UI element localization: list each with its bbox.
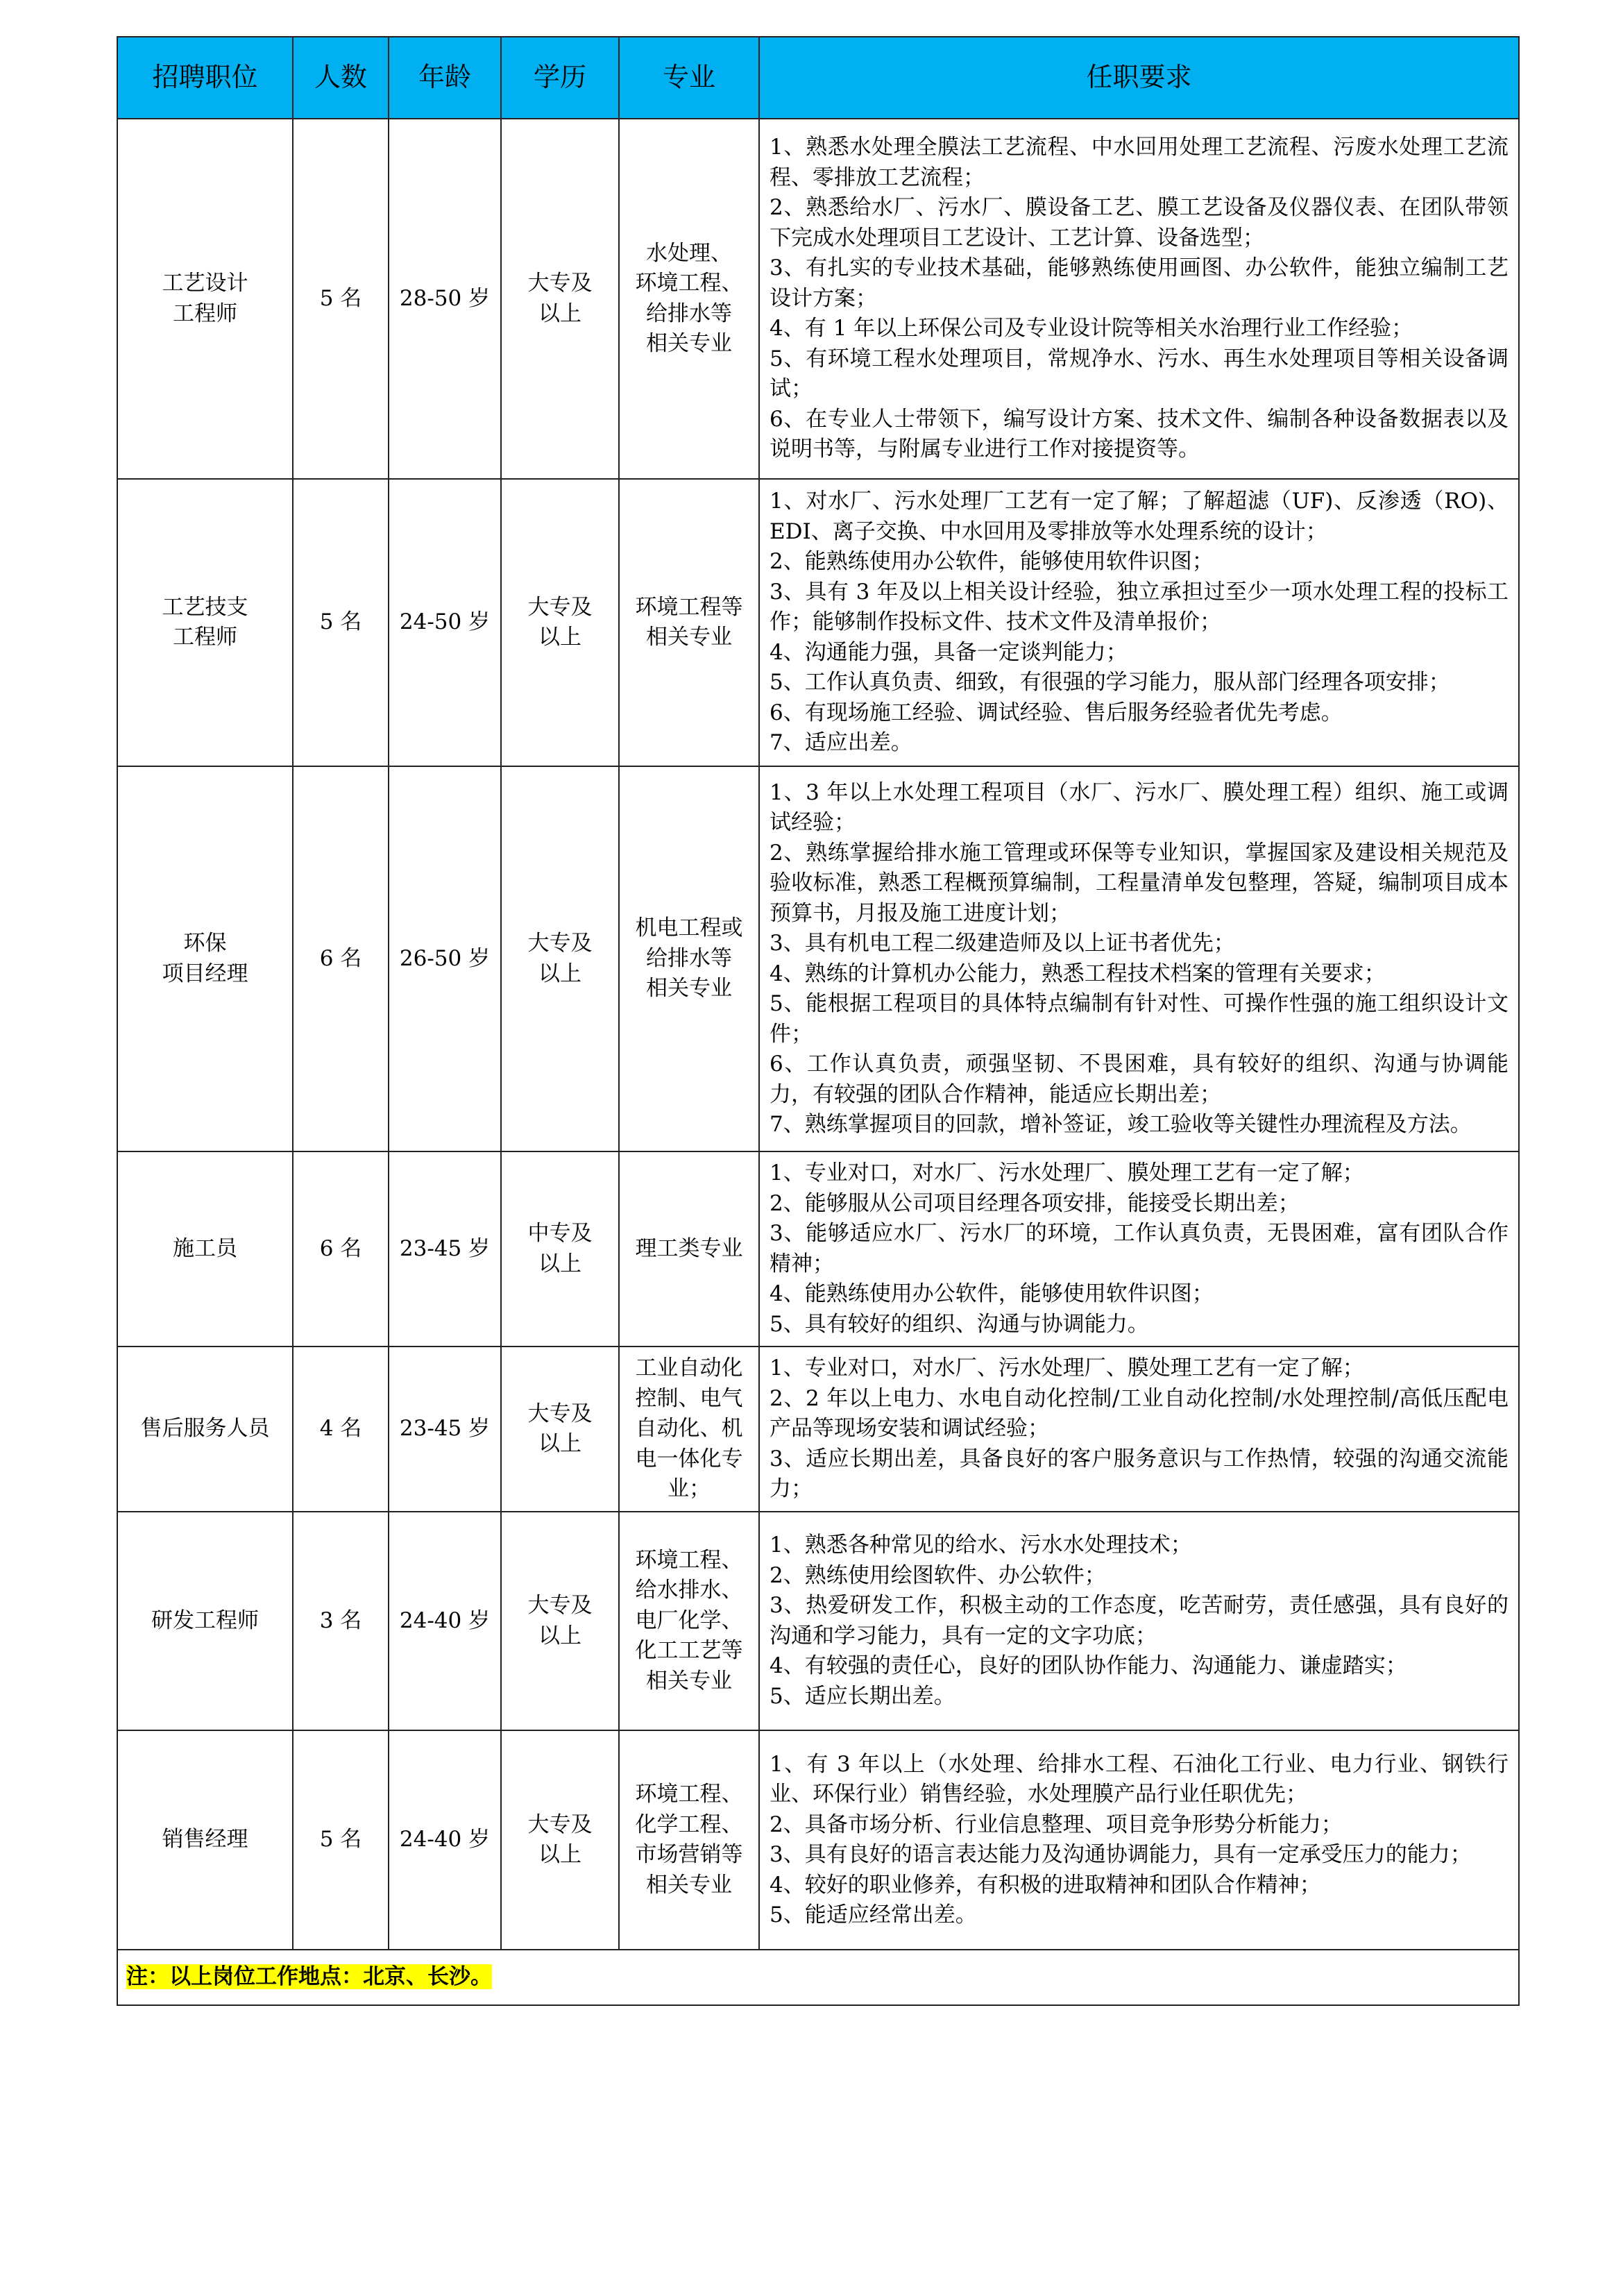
major-line: 市场营销等 — [635, 1842, 743, 1867]
position-cell — [117, 766, 293, 1151]
age-cell: 24-40 岁 — [389, 1730, 501, 1950]
major-line: 环境工程、 — [635, 271, 743, 296]
education-cell — [501, 119, 619, 479]
requirement-item: 5、能适应经常出差。 — [770, 1902, 977, 1927]
requirement-item: 1、熟悉各种常见的给水、污水水处理技术； — [770, 1533, 1192, 1558]
position-line: 销售经理 — [162, 1827, 248, 1852]
count-cell: 6 名 — [293, 1151, 389, 1347]
major-cell — [619, 1512, 759, 1730]
major-line: 相关专业 — [646, 976, 732, 1002]
major-line: 给排水等 — [646, 945, 732, 971]
count-cell: 6 名 — [293, 766, 389, 1151]
major-line: 环境工程等 — [635, 594, 743, 620]
requirement-item: 1、熟悉水处理全膜法工艺流程、中水回用处理工艺流程、污废水处理工艺流程、零排放工艺流程； — [770, 135, 1509, 190]
requirement-item: 4、有较强的责任心，良好的团队协作能力、沟通能力、谦虚踏实； — [770, 1653, 1407, 1678]
education-cell — [501, 479, 619, 766]
position-line: 工程师 — [173, 625, 237, 650]
major-line: 化工工艺等 — [635, 1638, 743, 1664]
requirement-item: 3、有扎实的专业技术基础，能够熟练使用画图、办公软件，能独立编制工艺设计方案； — [770, 255, 1509, 311]
major-cell — [619, 1151, 759, 1347]
requirement-item: 7、适应出差。 — [770, 730, 912, 756]
requirement-item: 7、熟练掌握项目的回款，增补签证，竣工验收等关键性办理流程及方法。 — [770, 1112, 1472, 1137]
requirements-cell — [759, 119, 1519, 479]
position-cell — [117, 119, 293, 479]
education-line: 以上 — [538, 625, 581, 650]
education-cell — [501, 766, 619, 1151]
requirement-item: 1、3 年以上水处理工程项目（水厂、污水厂、膜处理工程）组织、施工或调试经验； — [770, 779, 1509, 835]
table-row — [117, 1151, 1519, 1347]
header-education: 学历 — [501, 37, 619, 119]
position-line: 工艺设计 — [162, 271, 248, 296]
requirement-item: 6、工作认真负责，顽强坚韧、不畏困难，具有较好的组织、沟通与协调能力，有较强的团队合作精神，能适应长期出差； — [770, 1052, 1509, 1107]
table-row — [117, 1730, 1519, 1950]
count-cell: 3 名 — [293, 1512, 389, 1730]
table-row — [117, 1347, 1519, 1512]
recruitment-table — [117, 36, 1520, 2006]
requirement-item: 2、能够服从公司项目经理各项安排，能接受长期出差； — [770, 1190, 1300, 1216]
table-row — [117, 766, 1519, 1151]
requirement-item: 6、有现场施工经验、调试经验、售后服务经验者优先考虑。 — [770, 700, 1343, 725]
requirement-item: 6、在专业人士带领下，编写设计方案、技术文件、编制各种设备数据表以及说明书等，与附属专业进行工作对接提资等。 — [770, 406, 1509, 462]
major-line: 电厂化学、 — [635, 1607, 743, 1633]
age-cell: 23-45 岁 — [389, 1151, 501, 1347]
requirement-item: 2、熟练使用绘图软件、办公软件； — [770, 1562, 1106, 1588]
requirement-item: 2、熟悉给水厂、污水厂、膜设备工艺、膜工艺设备及仪器仪表、在团队带领下完成水处理项目工艺设计、工艺计算、设备选型； — [770, 195, 1509, 251]
header-position: 招聘职位 — [117, 37, 293, 119]
major-cell — [619, 766, 759, 1151]
major-line: 相关专业 — [646, 1668, 732, 1694]
education-cell — [501, 1151, 619, 1347]
count-cell: 5 名 — [293, 1730, 389, 1950]
requirement-item: 3、适应长期出差，具备良好的客户服务意识与工作热情，较强的沟通交流能力； — [770, 1446, 1509, 1502]
table-header-row — [117, 37, 1519, 119]
major-cell — [619, 479, 759, 766]
table-row — [117, 1512, 1519, 1730]
education-cell — [501, 1730, 619, 1950]
location-note: 注：以上岗位工作地点：北京、长沙。 — [126, 1964, 492, 1990]
age-cell: 24-50 岁 — [389, 479, 501, 766]
education-line: 大专及 — [527, 594, 593, 620]
count-cell: 4 名 — [293, 1347, 389, 1512]
header-requirements: 任职要求 — [759, 37, 1519, 119]
position-line: 工程师 — [173, 301, 237, 326]
requirements-cell — [759, 1347, 1519, 1512]
requirement-item: 5、有环境工程水处理项目，常规净水、污水、再生水处理项目等相关设备调试； — [770, 346, 1509, 402]
requirement-item: 1、对水厂、污水处理厂工艺有一定了解；了解超滤（UF)、反渗透（RO)、EDI、离子交换、中水回用及零排放等水处理系统的设计； — [770, 489, 1509, 544]
requirement-item: 4、能熟练使用办公软件，能够使用软件识图； — [770, 1281, 1214, 1306]
major-cell — [619, 1347, 759, 1512]
major-line: 环境工程、 — [635, 1547, 743, 1573]
position-line: 工艺技支 — [162, 594, 248, 620]
table-row — [117, 119, 1519, 479]
position-line: 项目经理 — [162, 961, 248, 986]
requirement-item: 1、专业对口，对水厂、污水处理厂、膜处理工艺有一定了解； — [770, 1356, 1364, 1381]
requirement-item: 5、适应长期出差。 — [770, 1683, 955, 1709]
requirements-cell — [759, 766, 1519, 1151]
header-age: 年龄 — [389, 37, 501, 119]
major-cell — [619, 119, 759, 479]
requirement-item: 4、较好的职业修养，有积极的进取精神和团队合作精神； — [770, 1872, 1321, 1898]
requirement-item: 2、2 年以上电力、水电自动化控制/工业自动化控制/水处理控制/高低压配电产品等现场安装和调试经验； — [770, 1385, 1509, 1442]
major-line: 业； — [668, 1476, 711, 1502]
note-row — [117, 1950, 1519, 2005]
position-line: 研发工程师 — [151, 1607, 259, 1633]
table-row — [117, 479, 1519, 766]
major-line: 电一体化专 — [635, 1446, 743, 1471]
major-cell — [619, 1730, 759, 1950]
position-cell — [117, 1512, 293, 1730]
major-line: 控制、电气 — [635, 1385, 743, 1411]
requirement-item: 5、具有较好的组织、沟通与协调能力。 — [770, 1311, 1149, 1337]
requirements-cell — [759, 479, 1519, 766]
requirements-cell — [759, 1512, 1519, 1730]
major-line: 机电工程或 — [635, 915, 743, 941]
education-cell — [501, 1512, 619, 1730]
requirement-item: 3、能够适应水厂、污水厂的环境，工作认真负责，无畏困难，富有团队合作精神； — [770, 1221, 1509, 1276]
age-cell: 26-50 岁 — [389, 766, 501, 1151]
position-cell — [117, 1151, 293, 1347]
education-cell — [501, 1347, 619, 1512]
position-cell — [117, 1347, 293, 1512]
major-line: 工业自动化 — [635, 1356, 743, 1381]
major-line: 相关专业 — [646, 331, 732, 356]
position-cell — [117, 1730, 293, 1950]
major-line: 化学工程、 — [635, 1812, 743, 1837]
major-line: 给水排水、 — [635, 1578, 743, 1603]
education-line: 以上 — [538, 1431, 581, 1456]
requirement-item: 3、具有机电工程二级建造师及以上证书者优先； — [770, 931, 1235, 956]
count-cell: 5 名 — [293, 479, 389, 766]
requirement-item: 2、熟练掌握给排水施工管理或环保等专业知识，掌握国家及建设相关规范及验收标准，熟悉工程概预算编制，工程量清单发包整理，答疑，编制项目成本预算书，月报及施工进度计划； — [770, 840, 1509, 926]
age-cell: 28-50 岁 — [389, 119, 501, 479]
requirement-item: 3、具有良好的语言表达能力及沟通协调能力，具有一定承受压力的能力； — [770, 1842, 1472, 1867]
requirement-item: 4、沟通能力强，具备一定谈判能力； — [770, 639, 1128, 665]
education-line: 以上 — [538, 1842, 581, 1867]
position-line: 环保 — [183, 931, 227, 956]
education-line: 大专及 — [527, 931, 593, 956]
requirement-item: 3、热爱研发工作，积极主动的工作态度，吃苦耐劳，责任感强，具有良好的沟通和学习能力，具有一定的文字功底； — [770, 1593, 1509, 1648]
education-line: 大专及 — [527, 1593, 593, 1618]
education-line: 大专及 — [527, 1401, 593, 1426]
requirements-cell — [759, 1730, 1519, 1950]
age-cell: 23-45 岁 — [389, 1347, 501, 1512]
major-line: 给排水等 — [646, 301, 732, 326]
requirement-item: 2、具备市场分析、行业信息整理、项目竞争形势分析能力； — [770, 1812, 1343, 1837]
education-line: 大专及 — [527, 271, 593, 296]
major-line: 自动化、机 — [635, 1416, 743, 1442]
major-line: 水处理、 — [646, 240, 732, 266]
requirement-item: 1、有 3 年以上（水处理、给排水工程、石油化工行业、电力行业、钢铁行业、环保行业）销售经验，水处理膜产品行业任职优先； — [770, 1751, 1509, 1807]
major-line: 理工类专业 — [635, 1235, 743, 1261]
requirement-item: 2、能熟练使用办公软件，能够使用软件识图； — [770, 549, 1214, 575]
requirement-item: 1、专业对口，对水厂、污水处理厂、膜处理工艺有一定了解； — [770, 1160, 1364, 1185]
header-major: 专业 — [619, 37, 759, 119]
count-cell: 5 名 — [293, 119, 389, 479]
major-line: 相关专业 — [646, 625, 732, 650]
education-line: 中专及 — [527, 1221, 593, 1246]
requirement-item: 4、熟练的计算机办公能力，熟悉工程技术档案的管理有关要求； — [770, 961, 1386, 986]
position-cell — [117, 479, 293, 766]
position-line: 施工员 — [173, 1235, 237, 1261]
education-line: 以上 — [538, 961, 581, 986]
major-line: 环境工程、 — [635, 1782, 743, 1807]
age-cell: 24-40 岁 — [389, 1512, 501, 1730]
major-line: 相关专业 — [646, 1872, 732, 1898]
requirement-item: 3、具有 3 年及以上相关设计经验，独立承担过至少一项水处理工程的投标工作；能够制作投标文件、技术文件及清单报价； — [770, 579, 1509, 635]
requirements-cell — [759, 1151, 1519, 1347]
position-line: 售后服务人员 — [140, 1416, 270, 1442]
requirement-item: 5、工作认真负责、细致，有很强的学习能力，服从部门经理各项安排； — [770, 670, 1450, 695]
education-line: 以上 — [538, 1623, 581, 1648]
education-line: 大专及 — [527, 1812, 593, 1837]
requirement-item: 5、能根据工程项目的具体特点编制有针对性、可操作性强的施工组织设计文件； — [770, 991, 1509, 1047]
requirement-item: 4、有 1 年以上环保公司及专业设计院等相关水治理行业工作经验； — [770, 316, 1413, 341]
header-count: 人数 — [293, 37, 389, 119]
education-line: 以上 — [538, 1251, 581, 1276]
education-line: 以上 — [538, 301, 581, 326]
